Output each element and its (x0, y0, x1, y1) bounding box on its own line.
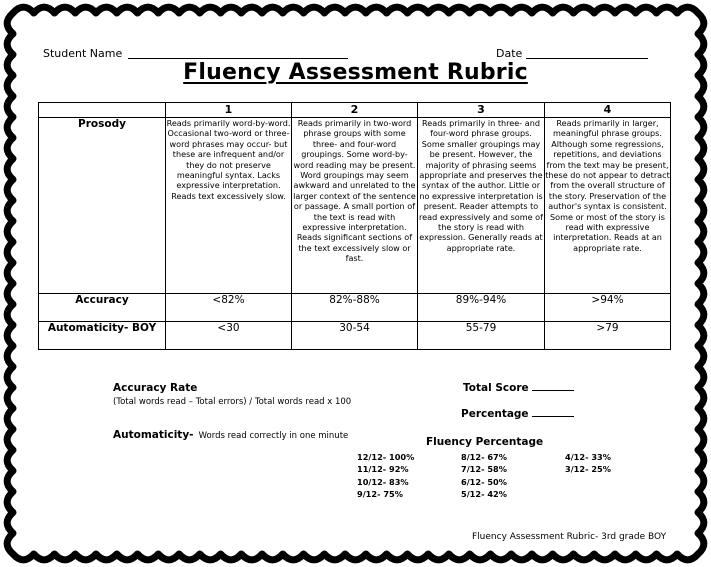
column-header-3: 3 (418, 103, 545, 118)
fluency-percentage-item: 6/12- 50% (461, 476, 507, 487)
prosody-cell-3: Reads primarily in three- and four-word phrase groups. Some smaller groupings may be present. However, the majority of phrasing seems appropriate and preserves the syntax of the author. Little or no expressive interpretation is present. Reader attempts to read expressively and some of the story is read with expression. Generally reads at appropriate rate. (418, 118, 545, 294)
accuracy-cell-1: <82% (166, 294, 292, 322)
row-label-automaticity: Automaticity- BOY (39, 322, 166, 350)
automaticity-note (113, 423, 348, 442)
total-score-label: Total Score (463, 382, 529, 394)
accuracy-cell-4: >94% (545, 294, 671, 322)
automaticity-cell-3: 55-79 (418, 322, 545, 350)
row-label-accuracy: Accuracy (39, 294, 166, 322)
automaticity-cell-1: <30 (166, 322, 292, 350)
accuracy-rate-formula: (Total words read – Total errors) / Total words read x 100 (113, 397, 352, 407)
date-field[interactable] (526, 58, 648, 59)
prosody-cell-2: Reads primarily in two-word phrase groups with some three- and four-word groupings. Some word-by-word reading may be present. Word groupings may seem awkward and unrelated to the larger context of the sentence or passage. A small portion of the text is read with expressive interpretation. Reads significant sections of the text excessively slow or fast. (292, 118, 418, 294)
total-score-field[interactable] (532, 390, 574, 391)
fluency-percentage-item: 11/12- 92% (357, 464, 409, 475)
total-score (463, 382, 574, 394)
table-row-automaticity (39, 322, 671, 350)
fluency-percentage-item: 8/12- 67% (461, 452, 507, 462)
table-row-prosody (39, 118, 671, 294)
accuracy-rate-title: Accuracy Rate (113, 382, 198, 394)
table-row-accuracy (39, 294, 671, 322)
fluency-percentage-column-3 (565, 451, 611, 476)
student-name-field[interactable] (128, 58, 348, 59)
fluency-percentage-item: 10/12- 83% (357, 476, 409, 487)
fluency-percentage-item: 7/12- 58% (461, 464, 507, 475)
student-name-label: Student Name (43, 47, 123, 60)
fluency-percentage-item: 3/12- 25% (565, 464, 611, 475)
fluency-percentage-item: 4/12- 33% (565, 452, 611, 462)
percentage (461, 408, 574, 420)
automaticity-definition: Words read correctly in one minute (198, 431, 349, 441)
footer-text: Fluency Assessment Rubric- 3rd grade BOY (472, 532, 667, 542)
prosody-cell-1: Reads primarily word-by-word. Occasional two-word or three-word phrases may occur- but these are infrequent and/or they do not preserve meaningful syntax. Lacks expressive interpretation. Reads text excessively slow. (166, 118, 292, 294)
automaticity-cell-4: >79 (545, 322, 671, 350)
page-title: Fluency Assessment Rubric (183, 60, 528, 85)
automaticity-title: Automaticity- (113, 429, 194, 441)
column-header (39, 103, 166, 118)
fluency-percentage-column-1 (357, 451, 414, 500)
row-label-prosody: Prosody (39, 118, 166, 294)
accuracy-cell-2: 82%-88% (292, 294, 418, 322)
column-header-1: 1 (166, 103, 292, 118)
column-header-4: 4 (545, 103, 671, 118)
table-header-row (39, 103, 671, 118)
column-header-2: 2 (292, 103, 418, 118)
automaticity-cell-2: 30-54 (292, 322, 418, 350)
percentage-field[interactable] (532, 416, 574, 417)
fluency-percentage-title: Fluency Percentage (426, 436, 544, 448)
percentage-label: Percentage (461, 408, 529, 420)
fluency-percentage-item: 9/12- 75% (357, 488, 403, 499)
prosody-cell-4: Reads primarily in larger, meaningful phrase groups. Although some regressions, repetitions, and deviations from the text may be present, these do not appear to detract from the overall structure of the story. Preservation of the author's syntax is consistent. Some or most of the story is read with expressive interpretation. Reads at an appropriate rate. (545, 118, 671, 294)
rubric-table (38, 102, 671, 350)
fluency-percentage-item: 12/12- 100% (357, 452, 415, 462)
accuracy-cell-3: 89%-94% (418, 294, 545, 322)
fluency-percentage-item: 5/12- 42% (461, 488, 507, 499)
date-label: Date (496, 47, 523, 60)
fluency-percentage-column-2 (461, 451, 507, 500)
